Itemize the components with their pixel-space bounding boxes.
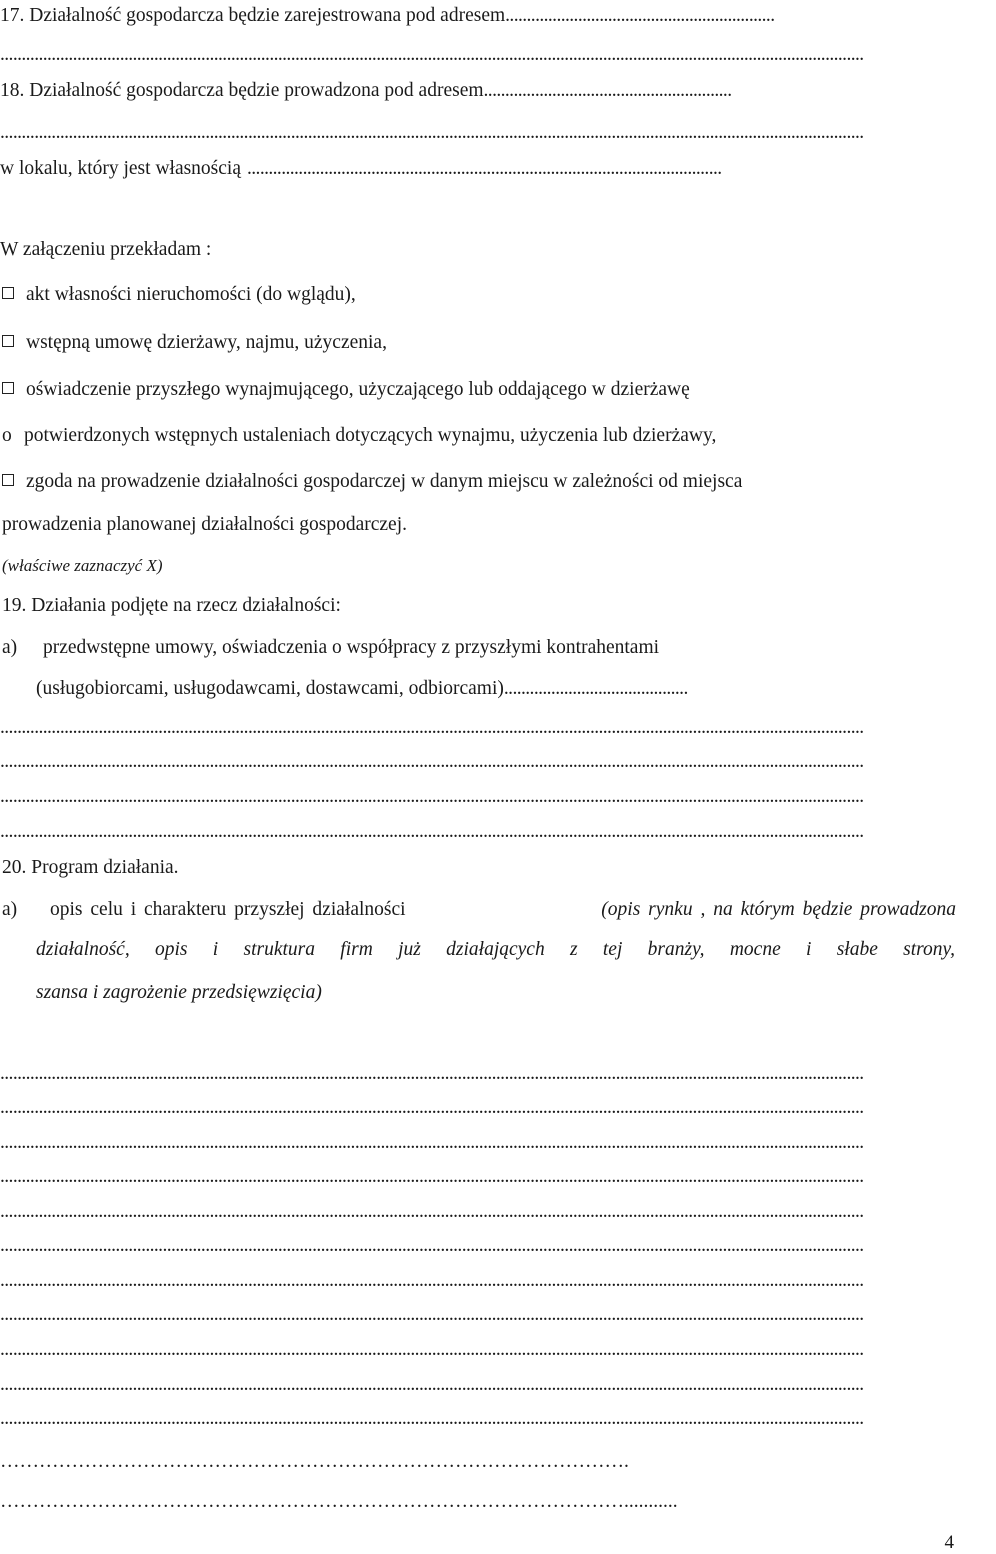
attachment-label: akt własności nieruchomości (do wglądu), [26, 284, 356, 305]
item20-a-line1 [2, 900, 956, 920]
item19-dots-row [0, 752, 960, 772]
item20-dots-row [0, 1064, 960, 1084]
item20-dots-row [0, 1409, 960, 1429]
attachment-label: oświadczenie przyszłego wynajmującego, użyczającego lub oddającego w dzierżawę [26, 379, 690, 400]
attachment-label: zgoda na prowadzenie działalności gospodarczej w danym miejscu w zależności od miejsca [26, 471, 743, 492]
attachment-item-confirmed [2, 426, 962, 446]
dots: .......................................................................................................................................................................................................... [0, 786, 864, 807]
dots: .......................................................................................................................................................................................................... [0, 717, 864, 738]
attachment-label: potwierdzonych wstępnych ustaleniach dotyczących wynajmu, użyczenia lub dzierżawy, [24, 425, 717, 446]
dots: .......................................................................................................................................................................................................... [0, 1408, 864, 1429]
item17-label: 17. Działalność gospodarcza będzie zarejestrowana pod adresem [0, 5, 506, 26]
item20-dots-row [0, 1375, 960, 1395]
owner-label: w lokalu, który jest własnością [0, 158, 241, 179]
item20-dots-row [0, 1167, 960, 1187]
dots: .......................................................................................................................................................................................................... [0, 1132, 864, 1153]
item19-label: 19. Działania podjęte na rzecz działalności: [2, 595, 341, 616]
item20-a-marker: a) [2, 899, 18, 920]
attachment-continuation: prowadzenia planowanej działalności gospodarczej. [2, 514, 407, 535]
item19-dots-row [0, 822, 960, 842]
item20-dots-row [0, 1098, 960, 1118]
item20-label: 20. Program działania. [2, 857, 179, 878]
ellipsis-dots: ……………………………………………………………………………………........... [0, 1491, 678, 1512]
page-number: 4 [944, 1532, 954, 1553]
item20-dots-row [0, 1305, 960, 1325]
item20-dots-row [0, 1236, 960, 1256]
item19-a-text1: przedwstępne umowy, oświadczenia o współpracy z przyszłymi kontrahentami [43, 637, 660, 658]
checkbox-deed[interactable] [2, 287, 14, 299]
item20-ellipsis-row [0, 1452, 960, 1472]
dots: .......................................................................................................................................................................................................... [0, 1063, 864, 1084]
dots: .......................................................................................................................................................................................................... [0, 1374, 864, 1395]
attachment-label: wstępną umowę dzierżawy, najmu, użyczenia, [26, 332, 387, 353]
item18-label: 18. Działalność gospodarcza będzie prowadzona pod adresem [0, 80, 484, 101]
attachment-item-consent [2, 472, 962, 492]
item19-a-line1 [2, 638, 962, 658]
item18-owner-line [0, 159, 914, 179]
dots: .......................................................................................................................................................................................................... [0, 1166, 864, 1187]
ellipsis-dots: ……………………………………………………………………………………. [0, 1451, 629, 1472]
item20-dots-row [0, 1133, 960, 1153]
item20-a-italic3: szansa i zagrożenie przedsięwzięcia) [36, 982, 322, 1003]
dots: .......................................................................................................................................................................................................... [0, 1339, 864, 1360]
item17-dots-1: ............................................................... [505, 5, 775, 26]
item19-a-marker: a) [2, 637, 18, 658]
dots: .......................................................................................................................................................................................................... [0, 1097, 864, 1118]
item20-a-italic2: działalność, opis i struktura firm już działających z tej branży, mocne i słabe strony, [36, 939, 955, 960]
item17-dots-line [0, 45, 960, 65]
dots: .......................................................................................................................................................................................................... [0, 1201, 864, 1222]
attachment-note: (właściwe zaznaczyć X) [2, 556, 163, 575]
item20-dots-row [0, 1340, 960, 1360]
item19-dots-row [0, 718, 960, 738]
item19-a-line2 [36, 679, 942, 699]
item19-a-text2: (usługobiorcami, usługodawcami, dostawcami, odbiorcami) [36, 678, 504, 699]
item20-a-italic1: (opis rynku , na którym będzie prowadzona [601, 899, 956, 920]
item20-a-normal: opis celu i charakteru przyszłej działalności [50, 899, 406, 920]
attachments-heading: W załączeniu przekładam : [0, 239, 212, 260]
item18-dots-line [0, 123, 960, 143]
item20-dots-row [0, 1271, 960, 1291]
checkbox-lease[interactable] [2, 335, 14, 347]
attachment-item-statement [2, 380, 962, 400]
dots: .......................................................................................................................................................................................................... [0, 1270, 864, 1291]
item18-dots-1: .......................................................... [483, 80, 732, 101]
dots: .......................................................................................................................................................................................................... [0, 751, 864, 772]
dots: .......................................................................................................................................................................................................... [0, 1235, 864, 1256]
item19-a-dots: ........................................... [503, 678, 688, 699]
item17-line [0, 6, 960, 26]
checkbox-consent[interactable] [2, 474, 14, 486]
dots: .......................................................................................................................................................................................................... [0, 821, 864, 842]
o-marker: o [2, 425, 12, 446]
item20-ellipsis-row [0, 1492, 960, 1512]
checkbox-statement[interactable] [2, 382, 14, 394]
item18-dots-2: .......................................................................................................................................................................................................... [0, 122, 864, 143]
owner-dots: ............................................................................................................... [247, 158, 722, 179]
attachment-item-deed [2, 285, 962, 305]
item19-dots-row [0, 787, 960, 807]
attachment-item-lease [2, 333, 962, 353]
item18-line [0, 81, 960, 101]
dots: .......................................................................................................................................................................................................... [0, 1304, 864, 1325]
item20-dots-row [0, 1202, 960, 1222]
item17-dots-2: .......................................................................................................................................................................................................... [0, 44, 864, 65]
